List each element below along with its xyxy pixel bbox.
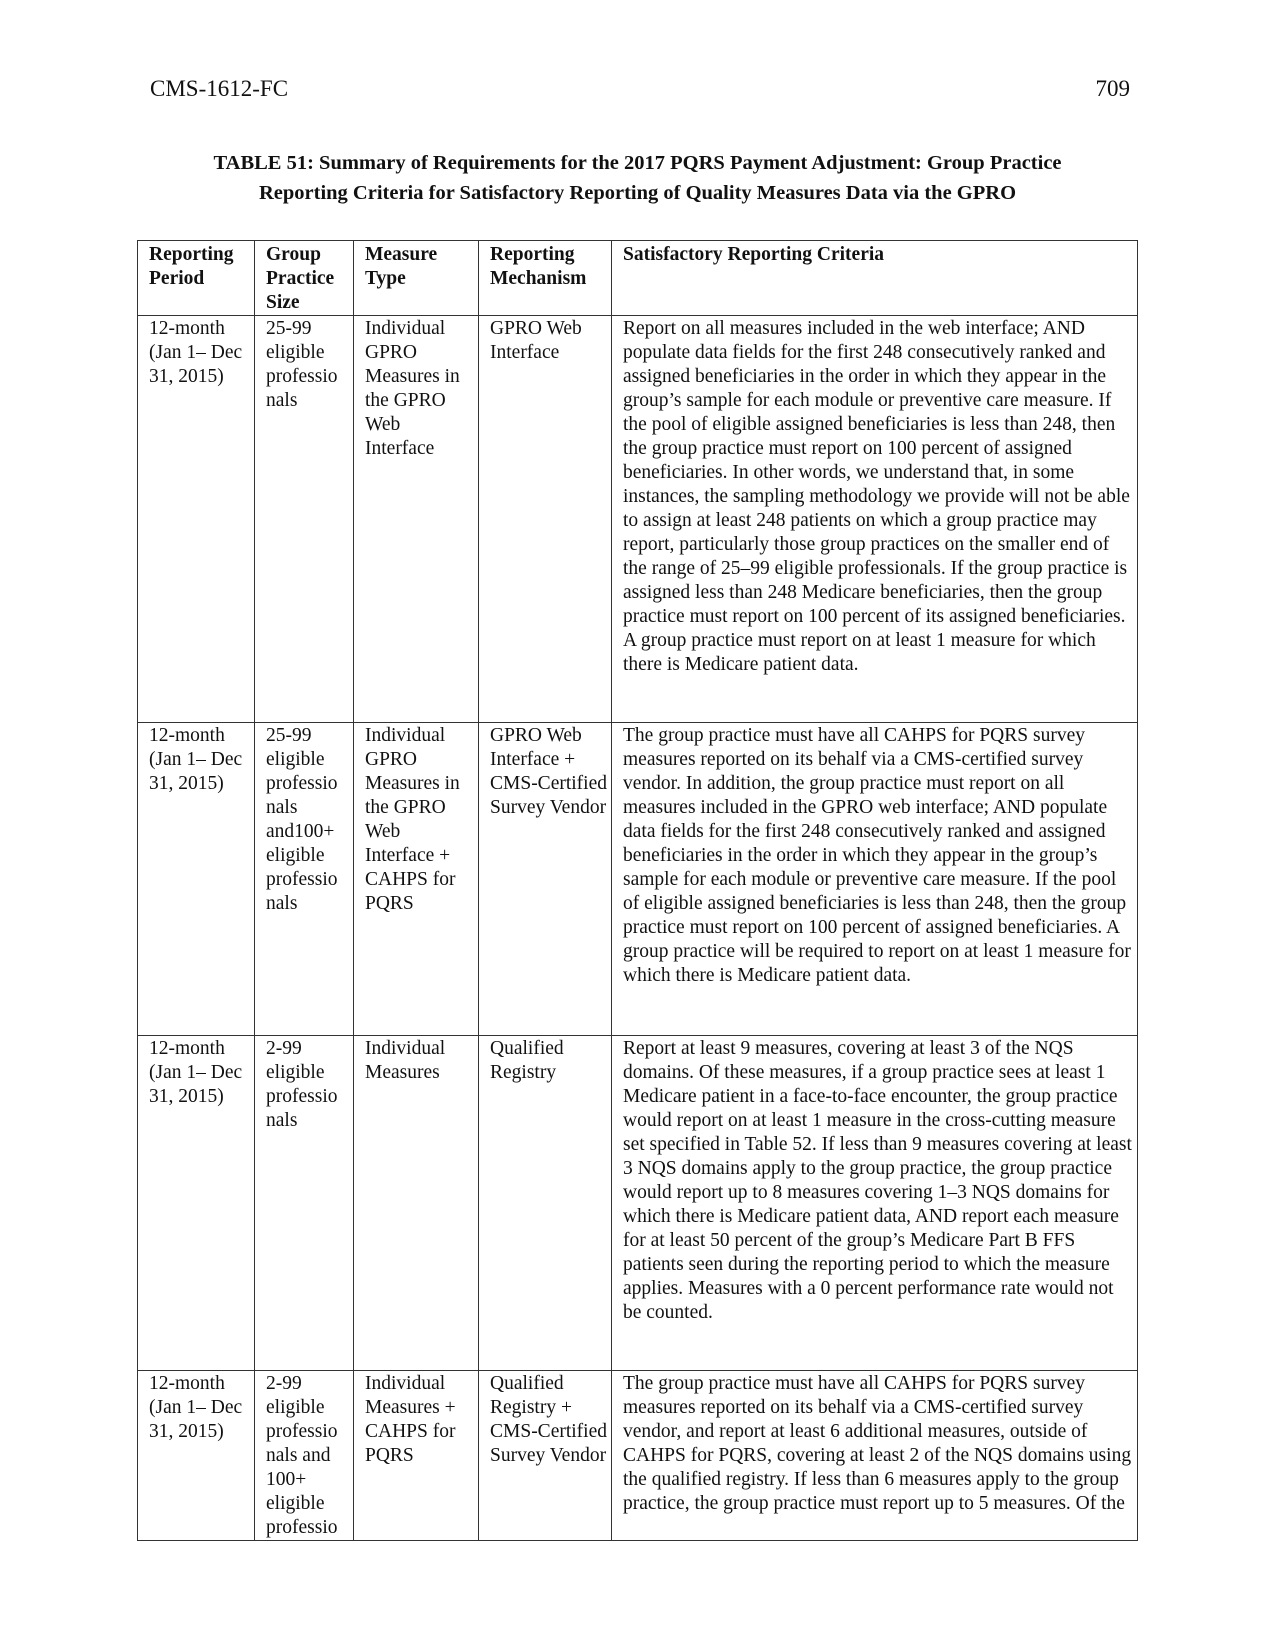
cell-reporting-mechanism: GPRO Web Interface + CMS-Certified Survey Vendor [479,723,612,1036]
cell-reporting-mechanism: Qualified Registry [479,1036,612,1371]
document-id: CMS-1612-FC [150,76,289,101]
table-row [138,723,1138,1036]
table-title-line-1: TABLE 51: Summary of Requirements for the 2017 PQRS Payment Adjustment: Group Practice [213,152,1062,174]
cell-group-practice-size: 2-99 eligible professio nals and 100+ eligible professio [255,1371,354,1541]
table-row [138,316,1138,723]
header-reporting-mechanism: Reporting Mechanism [479,241,612,316]
cell-reporting-mechanism: GPRO Web Interface [479,316,612,723]
cell-group-practice-size: 25-99 eligible professio nals [255,316,354,723]
table-header-row [138,241,1138,316]
table-title [140,148,1135,208]
requirements-table [137,240,1138,1541]
cell-group-practice-size: 25-99 eligible professio nals and100+ eligible professio nals [255,723,354,1036]
cell-reporting-period: 12-month (Jan 1– Dec 31, 2015) [138,1036,255,1371]
header-reporting-period: Reporting Period [138,241,255,316]
cell-measure-type: Individual GPRO Measures in the GPRO Web Interface [354,316,479,723]
cell-reporting-criteria: The group practice must have all CAHPS for PQRS survey measures reported on its behalf via a CMS-certified survey vendor, and report at least 6 additional measures, outside of CAHPS for PQRS, covering at least 2 of the NQS domains using the qualified registry. If less than 6 measures apply to the group practice, the group practice must report up to 5 measures. Of the [612,1371,1138,1541]
cell-measure-type: Individual Measures [354,1036,479,1371]
table-row [138,1371,1138,1541]
cell-reporting-criteria: Report on all measures included in the web interface; AND populate data fields for the first 248 consecutively ranked and assigned beneficiaries in the order in which they appear in the group’s sample for each module or preventive care measure. If the pool of eligible assigned beneficiaries is less than 248, then the group practice must report on 100 percent of assigned beneficiaries. In other words, we understand that, in some instances, the sampling methodology we provide will not be able to assign at least 248 patients on which a group practice may report, particularly those group practices on the smaller end of the range of 25–99 eligible professionals. If the group practice is assigned less than 248 Medicare beneficiaries, then the group practice must report on 100 percent of its assigned beneficiaries. A group practice must report on at least 1 measure for which there is Medicare patient data. [612,316,1138,723]
page-number: 709 [1095,76,1130,101]
header-measure-type: Measure Type [354,241,479,316]
header-satisfactory-reporting-criteria: Satisfactory Reporting Criteria [612,241,1138,316]
table-row [138,1036,1138,1371]
cell-reporting-period: 12-month (Jan 1– Dec 31, 2015) [138,316,255,723]
cell-reporting-mechanism: Qualified Registry + CMS-Certified Survey Vendor [479,1371,612,1541]
table-title-line-2: Reporting Criteria for Satisfactory Reporting of Quality Measures Data via the GPRO [258,182,1017,204]
cell-reporting-period: 12-month (Jan 1– Dec 31, 2015) [138,723,255,1036]
cell-measure-type: Individual Measures + CAHPS for PQRS [354,1371,479,1541]
cell-measure-type: Individual GPRO Measures in the GPRO Web Interface + CAHPS for PQRS [354,723,479,1036]
cell-reporting-criteria: The group practice must have all CAHPS for PQRS survey measures reported on its behalf via a CMS-certified survey vendor. In addition, the group practice must report on all measures included in the GPRO web interface; AND populate data fields for the first 248 consecutively ranked and assigned beneficiaries in the order in which they appear in the group’s sample for each module or preventive care measure. If the pool of eligible assigned beneficiaries is less than 248, then the group practice must report on 100 percent of assigned beneficiaries. A group practice will be required to report on at least 1 measure for which there is Medicare patient data. [612,723,1138,1036]
cell-reporting-criteria: Report at least 9 measures, covering at least 3 of the NQS domains. Of these measures, if a group practice sees at least 1 Medicare patient in a face-to-face encounter, the group practice would report on at least 1 measure in the cross-cutting measure set specified in Table 52. If less than 9 measures covering at least 3 NQS domains apply to the group practice, the group practice would report up to 8 measures covering 1–3 NQS domains for which there is Medicare patient data, AND report each measure for at least 50 percent of the group’s Medicare Part B FFS patients seen during the reporting period to which the measure applies. Measures with a 0 percent performance rate would not be counted. [612,1036,1138,1371]
cell-reporting-period: 12-month (Jan 1– Dec 31, 2015) [138,1371,255,1541]
header-group-practice-size: Group Practice Size [255,241,354,316]
cell-group-practice-size: 2-99 eligible professio nals [255,1036,354,1371]
